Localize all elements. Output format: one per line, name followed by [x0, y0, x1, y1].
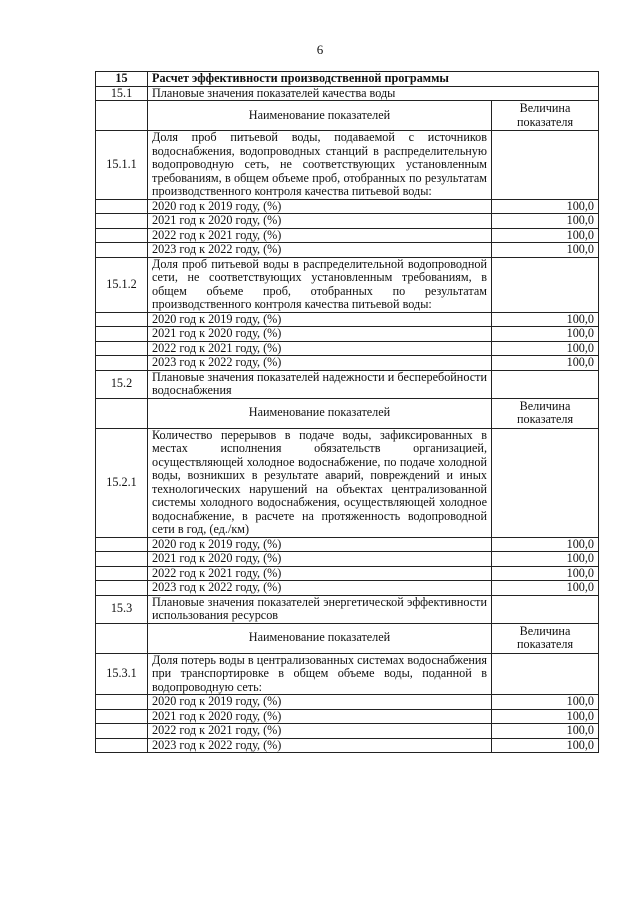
- item-number: 15.1.1: [96, 131, 148, 200]
- header-value: Величина показателя: [492, 623, 599, 653]
- year-row: [96, 199, 599, 214]
- year-row: [96, 738, 599, 753]
- item-row: [96, 131, 599, 200]
- item-number: 15.3.1: [96, 653, 148, 695]
- year-label: 2022 год к 2021 году, (%): [148, 566, 492, 581]
- year-value: 100,0: [492, 312, 599, 327]
- section-title: Расчет эффективности производственной программы: [148, 72, 599, 87]
- item-number: 15.1.2: [96, 257, 148, 312]
- year-value: 100,0: [492, 695, 599, 710]
- group-number: 15.1: [96, 86, 148, 101]
- year-row: [96, 537, 599, 552]
- year-label: 2021 год к 2020 году, (%): [148, 709, 492, 724]
- year-value: 100,0: [492, 327, 599, 342]
- year-row: [96, 243, 599, 258]
- year-label: 2021 год к 2020 году, (%): [148, 552, 492, 567]
- year-value: 100,0: [492, 341, 599, 356]
- year-value: 100,0: [492, 566, 599, 581]
- header-value: Величина показателя: [492, 101, 599, 131]
- group-number: 15.3: [96, 595, 148, 623]
- year-value: 100,0: [492, 228, 599, 243]
- header-row: [96, 398, 599, 428]
- section-row: [96, 72, 599, 87]
- header-row: [96, 623, 599, 653]
- year-row: [96, 695, 599, 710]
- year-value: 100,0: [492, 724, 599, 739]
- section-number: 15: [96, 72, 148, 87]
- year-row: [96, 228, 599, 243]
- year-value: 100,0: [492, 243, 599, 258]
- efficiency-table: [95, 71, 599, 753]
- year-label: 2020 год к 2019 году, (%): [148, 695, 492, 710]
- year-row: [96, 709, 599, 724]
- header-name: Наименование показателей: [148, 398, 492, 428]
- item-description: Количество перерывов в подаче воды, зафиксированных в местах исполнения обязательств организацией, осуществляющей холодное водоснабжение, по подаче холодной воды, возникших в результате аварий, повреждений и иных технологических нарушений на объектах централизованной системы холодного водоснабжения, осуществляющей холодное водоснабжение, в расчете на протяженность водопроводной сети в год, (ед./км): [148, 428, 492, 537]
- year-label: 2021 год к 2020 году, (%): [148, 327, 492, 342]
- item-description: Доля потерь воды в централизованных системах водоснабжения при транспортировке в общем объеме воды, поданной в водопроводную сеть:: [148, 653, 492, 695]
- header-value: Величина показателя: [492, 398, 599, 428]
- group-row: [96, 370, 599, 398]
- year-value: 100,0: [492, 214, 599, 229]
- year-value: 100,0: [492, 709, 599, 724]
- year-value: 100,0: [492, 537, 599, 552]
- year-value: 100,0: [492, 552, 599, 567]
- year-label: 2023 год к 2022 году, (%): [148, 738, 492, 753]
- year-row: [96, 214, 599, 229]
- group-row: [96, 86, 599, 101]
- year-value: 100,0: [492, 199, 599, 214]
- header-row: [96, 101, 599, 131]
- year-row: [96, 356, 599, 371]
- group-row: [96, 595, 599, 623]
- year-label: 2023 год к 2022 году, (%): [148, 356, 492, 371]
- year-row: [96, 724, 599, 739]
- page-number: 6: [316, 42, 324, 57]
- year-value: 100,0: [492, 738, 599, 753]
- item-row: [96, 257, 599, 312]
- year-label: 2022 год к 2021 году, (%): [148, 228, 492, 243]
- year-row: [96, 341, 599, 356]
- year-value: 100,0: [492, 581, 599, 596]
- item-description: Доля проб питьевой воды, подаваемой с источников водоснабжения, водопроводных станций в распределительную водопроводную сеть, не соответствующих установленным требованиям, в общем объеме проб, отобранных по результатам производственного контроля качества питьевой воды:: [148, 131, 492, 200]
- year-label: 2020 год к 2019 году, (%): [148, 537, 492, 552]
- group-title: Плановые значения показателей энергетической эффективности использования ресурсов: [148, 595, 492, 623]
- group-title: Плановые значения показателей надежности и бесперебойности водоснабжения: [148, 370, 492, 398]
- header-name: Наименование показателей: [148, 101, 492, 131]
- year-row: [96, 566, 599, 581]
- item-number: 15.2.1: [96, 428, 148, 537]
- year-label: 2023 год к 2022 году, (%): [148, 243, 492, 258]
- year-value: 100,0: [492, 356, 599, 371]
- year-label: 2022 год к 2021 году, (%): [148, 724, 492, 739]
- group-number: 15.2: [96, 370, 148, 398]
- year-row: [96, 552, 599, 567]
- item-description: Доля проб питьевой воды в распределительной водопроводной сети, не соответствующих установленным требованиям, в общем объеме проб, отобранных по результатам производственного контроля качества питьевой воды:: [148, 257, 492, 312]
- year-label: 2023 год к 2022 году, (%): [148, 581, 492, 596]
- year-label: 2020 год к 2019 году, (%): [148, 199, 492, 214]
- year-row: [96, 327, 599, 342]
- year-label: 2022 год к 2021 году, (%): [148, 341, 492, 356]
- item-row: [96, 653, 599, 695]
- group-title: Плановые значения показателей качества воды: [148, 86, 599, 101]
- header-name: Наименование показателей: [148, 623, 492, 653]
- item-row: [96, 428, 599, 537]
- year-label: 2020 год к 2019 году, (%): [148, 312, 492, 327]
- year-row: [96, 581, 599, 596]
- year-label: 2021 год к 2020 году, (%): [148, 214, 492, 229]
- year-row: [96, 312, 599, 327]
